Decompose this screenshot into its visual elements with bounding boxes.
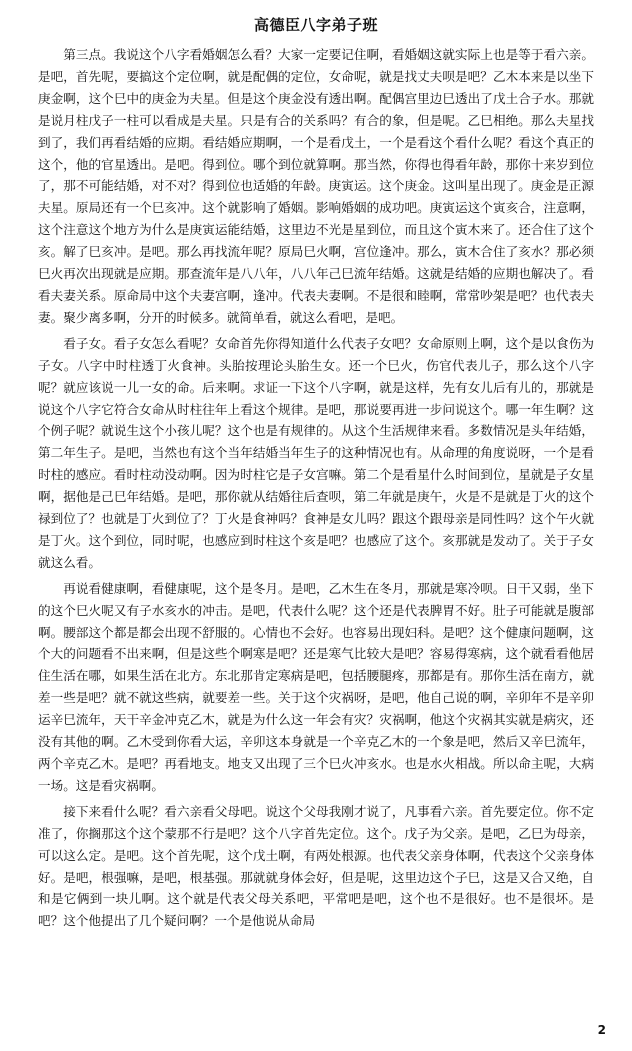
document-title: 高德臣八字弟子班: [253, 16, 378, 34]
paragraph-parents: 接下来看什么呢？看六亲看父母吧。说这个父母我刚才说了，凡事看六亲。首先要定位。你不定准了，你搁那这个这个蒙那不行是吧？这个八字首先定位。这个。戊子为父亲。是吧，乙巳为母亲，可以这么定。是吧。这个首先呢，这个戊土啊，有两处根源。也代表父亲身体啊，代表这个父亲身体好。是吧，根强嘛，是吧，根基强。那就就身体会好，但是呢，这里边这个子巳，这是又合又绝，自和是它俩到一块儿啊。这个就是代表父母关系吧，平常吧是吧，这个也不是很好。也不是很坏。是吧？这个他提出了几个疑问啊？一个是他说从命局: [38, 803, 594, 929]
paragraph-marriage: 第三点。我说这个八字看婚姻怎么看？大家一定要记住啊，看婚姻这就实际上也是等于看六亲。是吧，首先呢，要搞这个定位啊，就是配偶的定位，女命呢，就是找丈夫呗是吧？乙木本来是以坐下庚金啊，这个巳中的庚金为夫星。但是这个庚金没有透出啊。配偶宫里边巳透出了戊土合子水。那就是说月柱戊子一柱可以看成是夫星。只是有合的关系吗？有合的象，但是呢。乙巳相绝。那么夫星找到了，我们再看结婚的应期。看结婚应期啊，一个是看戊土，一个是看这个看什么呢？看这个真正的这个，他的官星透出。是吧。得到位。哪个到位就算啊。那当然，你得也得看年龄，那你十来岁到位了，那不可能结婚，对不对？得到位也适婚的年龄。庚寅运。这个庚金。这叫星出现了。庚金是正源夫星。原局还有一个巳亥冲。这个就影响了婚姻。影响婚姻的成功吧。庚寅运这个寅亥合，注意啊，这个注意这个地方为什么是庚寅运能结婚，这里边不光是星到位，而且这个寅木来了。还合住了这个亥。解了巳亥冲。是吧。那么再找流年呢？原局巳火啊，宫位逢冲。那么，寅木合住了亥水？那必须巳火再次出现就是应期。那查流年是八八年，八八年己巳流年结婚。这就是结婚的应期也解决了。看看夫妻关系。原命局中这个夫妻宫啊，逢冲。代表夫妻啊。不是很和睦啊，常常吵架是吧？也代表夫妻。聚少离多啊，分开的时候多。就简单看，就这么看吧，是吧。: [38, 47, 594, 325]
paragraph-children: 看子女。看子女怎么看呢？女命首先你得知道什么代表子女吧？女命原则上啊，这个是以食伤为子女。八字中时柱透丁火食神。头胎按理论头胎生女。还一个巳火，伤官代表儿子，那么这个八字呢？就应该说一儿一女的命。后来啊。求证一下这个八字啊，就是这样，先有女儿后有儿的，那就是说这个八字它符合女命从时柱往年上看这个规律。是吧，那说要再进一步问说这个。哪一年生啊？这个例子呢？就说生这个小孩儿呢？这个也是有规律的。从这个生活规律来看。多数情况是头年结婚，第二年生子。是吧，当然也有这个当年结婚当年生子的这种情况也有。从命理的角度说呀，一个是看时柱的感应。看时柱动没动啊。因为时柱它是子女宫嘛。第二个是看星什么时间到位，星就是子女星啊，据他是己巳年结婚。是吧，那你就从结婚往后查呗，第二年就是庚午，火是不是就是丁火的这个禄到位了？也就是丁火到位了？丁火是食神吗？食神是女儿吗？跟这个跟母亲是同性吗？这个午火就是丁火。这个到位，同时呢，也感应到时柱这个亥是吧？也感应了这个。亥那就是发动了。关于子女就这么看。: [38, 335, 594, 570]
document-body: [38, 44, 594, 936]
paragraph-health: 再说看健康啊，看健康呢，这个是冬月。是吧，乙木生在冬月，那就是寒冷呗。日干又弱，坐下的这个巳火呢又有子水亥水的冲击。是吧，代表什么呢？这个还是代表脾胃不好。肚子可能就是腹部啊。腰部这个都是都会出现不舒服的。心情也不会好。也容易出现妇科。是吧？这个健康问题啊，这个大的问题看不出来啊，但是这些个啊寒是吧？还是寒气比较大是吧？容易得寒病，这个就看看他居住生活在哪，如果生活在北方。东北那肯定寒病是吧，包括腰腿疼，那都是有。那你生活在南方，就差一些是吧？就不就这些病，就要差一些。关于这个灾祸呀，是吧，他自己说的啊，辛卯年不是辛卯运辛巳流年，天干辛金冲克乙木，就是为什么这一年会有灾？灾祸啊，他这个灾祸其实就是病灾，还没有其他的啊。乙木受到你看大运，辛卯这本身就是一个辛克乙木的一个象是吧，然后又辛巳流年，两个辛克乙木。是吧？再看地支。地支又出现了三个巳火冲亥水。也是水火相战。所以命主呢，大病一场。这是看灾祸啊。: [38, 580, 594, 793]
page-number: 2: [597, 1023, 606, 1037]
